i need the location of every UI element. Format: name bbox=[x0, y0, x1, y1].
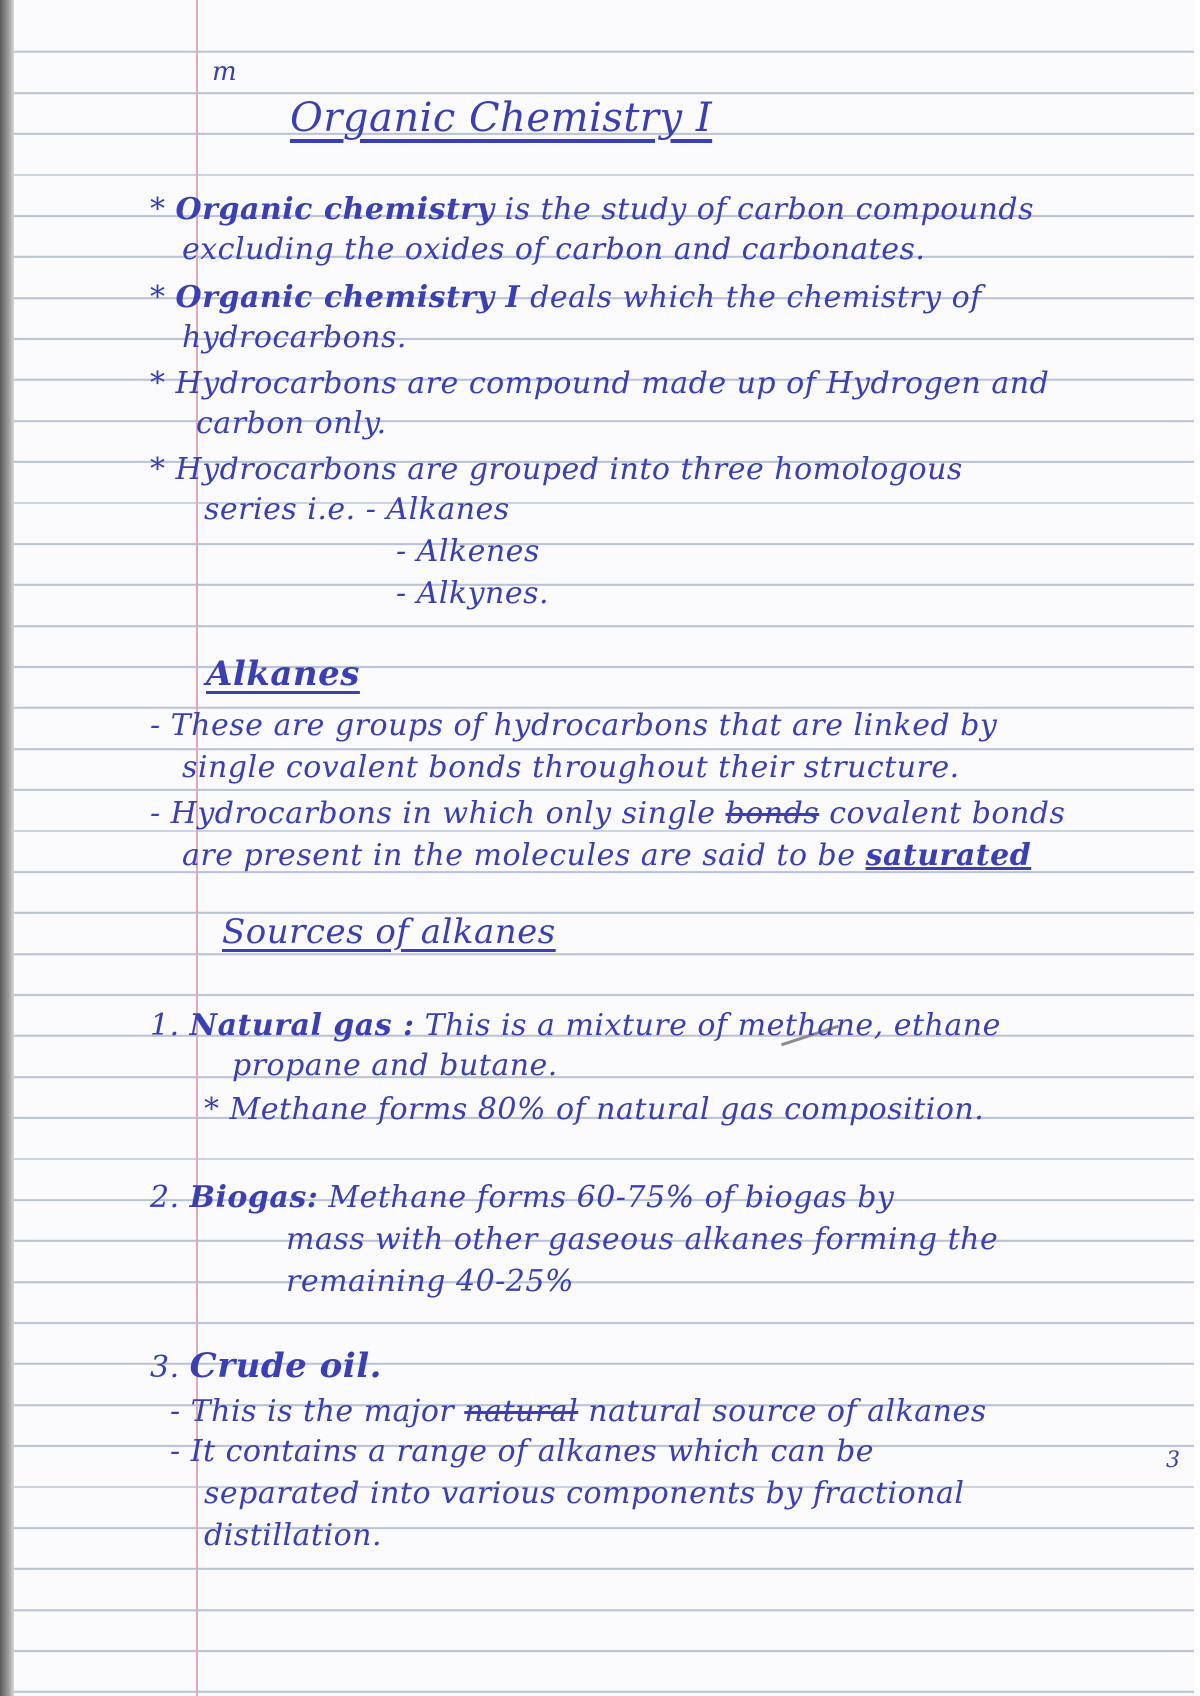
alkanes-line-1: - These are groups of hydrocarbons that are linked by bbox=[150, 708, 998, 743]
intro-line-2: excluding the oxides of carbon and carbonates. bbox=[182, 232, 926, 267]
item-number: 2. bbox=[150, 1180, 180, 1215]
source-item-1 bbox=[150, 1006, 1001, 1046]
item-3-line-1-a: - This is the major bbox=[170, 1394, 455, 1429]
notebook-binding-edge bbox=[0, 0, 14, 1696]
source-item-2-line-2: mass with other gaseous alkanes forming the bbox=[286, 1222, 999, 1257]
intro-line-1-text: is the study of carbon compounds bbox=[504, 192, 1034, 227]
crossed-out-word: bonds bbox=[725, 796, 820, 831]
intro-line-7: * Hydrocarbons are grouped into three homologous bbox=[150, 452, 963, 487]
item-3-line-1-b: natural source of alkanes bbox=[588, 1394, 987, 1429]
item-1-text: This is a mixture of methane, ethane bbox=[424, 1008, 1001, 1043]
page-title: Organic Chemistry I bbox=[290, 95, 713, 141]
bullet-star: * bbox=[150, 192, 166, 227]
section-heading-alkanes: Alkanes bbox=[206, 654, 360, 694]
intro-line-9: - Alkenes bbox=[396, 534, 540, 569]
source-item-3 bbox=[150, 1346, 382, 1388]
alkanes-line-2: single covalent bonds throughout their structure. bbox=[182, 750, 960, 785]
term-biogas: Biogas: bbox=[189, 1180, 319, 1215]
alkanes-line-3-a: - Hydrocarbons in which only single bbox=[150, 796, 716, 831]
alkanes-line-4-a: are present in the molecules are said to be bbox=[182, 838, 856, 873]
term-organic-chemistry-i: Organic chemistry I bbox=[175, 280, 521, 315]
term-natural-gas: Natural gas : bbox=[189, 1008, 415, 1043]
intro-line-5: * Hydrocarbons are compound made up of Hydrogen and bbox=[150, 366, 1050, 401]
crossed-out-word: natural bbox=[464, 1394, 579, 1429]
term-organic-chemistry: Organic chemistry bbox=[175, 192, 495, 227]
alkanes-line-4 bbox=[182, 836, 1031, 876]
source-item-3-line-2: - It contains a range of alkanes which can be bbox=[170, 1434, 875, 1469]
source-item-2 bbox=[150, 1178, 894, 1218]
source-item-3-line-3: separated into various components by fractional bbox=[204, 1476, 965, 1511]
source-item-2-line-3: remaining 40-25% bbox=[286, 1264, 574, 1299]
intro-line-10: - Alkynes. bbox=[396, 576, 550, 611]
page-number: 3 bbox=[1166, 1448, 1180, 1473]
intro-line-3-text: deals which the chemistry of bbox=[530, 280, 982, 315]
section-heading-sources: Sources of alkanes bbox=[222, 912, 556, 952]
intro-line-6: carbon only. bbox=[196, 406, 387, 441]
corner-mark: m bbox=[212, 57, 238, 87]
item-number: 3. bbox=[150, 1350, 180, 1385]
source-item-3-line-1 bbox=[170, 1392, 987, 1432]
alkanes-line-3 bbox=[150, 794, 1065, 834]
alkanes-line-3-b: covalent bonds bbox=[829, 796, 1066, 831]
intro-line-8: series i.e. - Alkanes bbox=[204, 492, 510, 527]
intro-line-4: hydrocarbons. bbox=[182, 320, 407, 355]
item-2-text: Methane forms 60-75% of biogas by bbox=[328, 1180, 895, 1215]
intro-line-3 bbox=[150, 278, 982, 318]
item-number: 1. bbox=[150, 1008, 180, 1043]
source-item-3-line-4: distillation. bbox=[204, 1518, 382, 1553]
term-saturated: saturated bbox=[865, 838, 1032, 873]
term-crude-oil: Crude oil. bbox=[189, 1346, 382, 1386]
source-item-1-line-3: * Methane forms 80% of natural gas composition. bbox=[204, 1092, 985, 1127]
intro-line-1 bbox=[150, 190, 1034, 230]
bullet-star: * bbox=[150, 280, 166, 315]
source-item-1-line-2: propane and butane. bbox=[232, 1048, 558, 1083]
